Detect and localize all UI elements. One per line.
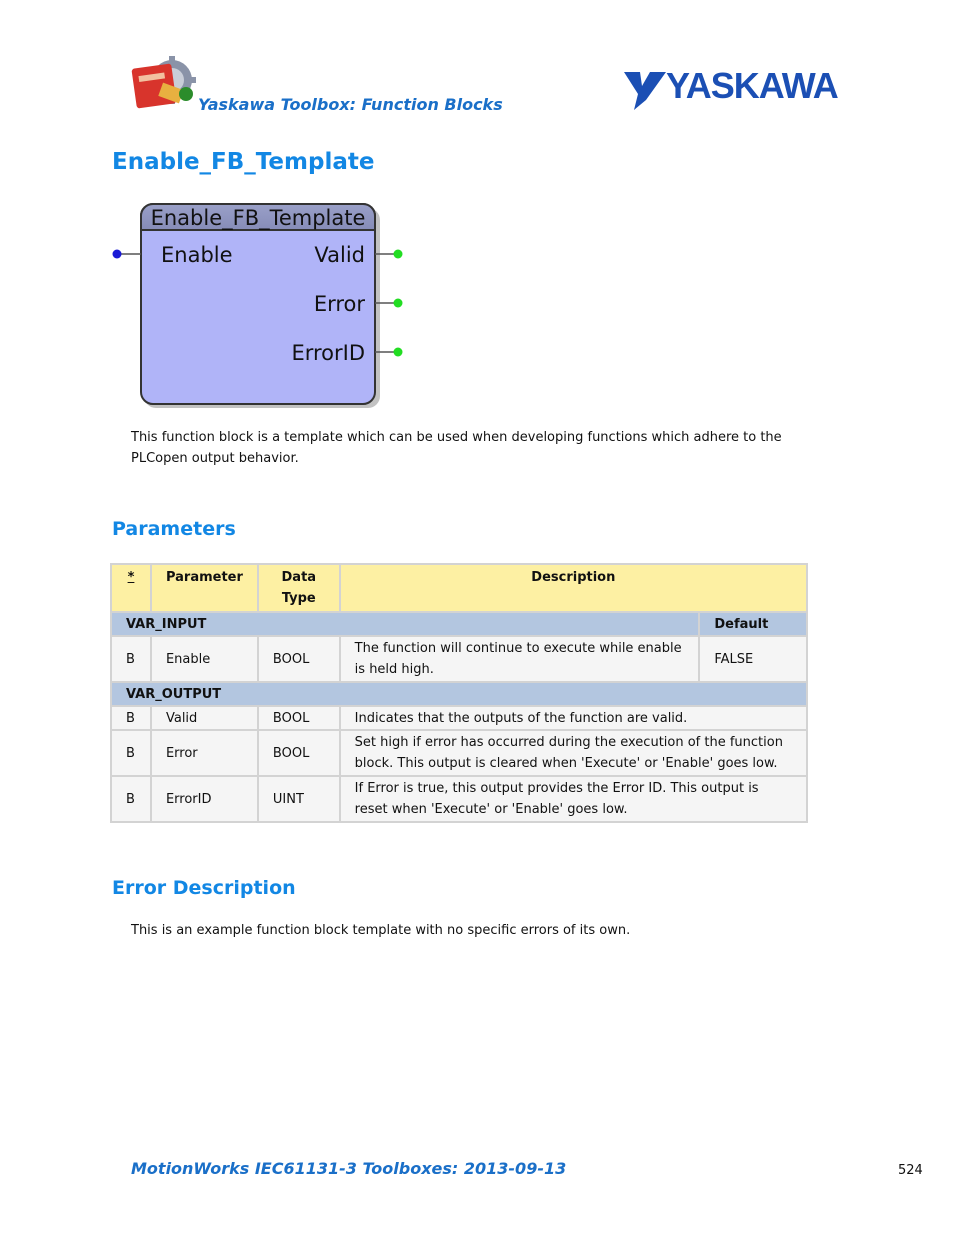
param-type: BOOL [258,730,340,776]
param-type: UINT [258,776,340,822]
param-description: If Error is true, this output provides the Error ID. This output is reset when 'Execute' or 'Enable' goes low. [340,776,807,822]
output-error-label: Error [313,292,365,316]
input-pin-enable [113,250,122,259]
block-name: Enable_FB_Template [150,206,366,230]
table-row [111,706,807,730]
row-marker: B [111,730,151,776]
intro-paragraph: This function block is a template which can be used when developing functions which adhere to the PLCopen output behavior. [131,430,782,466]
param-name: Error [151,730,258,776]
parameters-table [110,563,808,823]
output-pin-errorid [394,348,403,357]
var-output-label: VAR_OUTPUT [111,682,807,706]
table-header-row [111,564,807,612]
param-name: Enable [151,636,258,682]
param-description: Indicates that the outputs of the function are valid. [340,706,807,730]
col-header-parameter: Parameter [151,564,258,612]
param-type: BOOL [258,706,340,730]
param-name: Valid [151,706,258,730]
toolbox-logo [130,56,200,111]
param-type: BOOL [258,636,340,682]
error-description-text: This is an example function block template with no specific errors of its own. [131,923,631,938]
col-header-data-type: Data Type [258,564,340,612]
default-column-label: Default [699,612,807,636]
page-number: 524 [898,1163,923,1178]
brand-text: YASKAWA [666,66,838,106]
var-input-label: VAR_INPUT [111,612,699,636]
var-output-group-row [111,682,807,706]
param-description: The function will continue to execute while enable is held high. [340,636,700,682]
row-marker: B [111,706,151,730]
header-title: Yaskawa Toolbox: Function Blocks [198,95,503,114]
table-row [111,636,807,682]
function-block-diagram [108,196,408,412]
page-title: Enable_FB_Template [112,149,375,175]
input-enable-label: Enable [161,243,233,267]
output-pin-valid [394,250,403,259]
param-description: Set high if error has occurred during the execution of the function block. This output is cleared when 'Execute' or 'Enable' goes low. [340,730,807,776]
output-valid-label: Valid [314,243,365,267]
col-header-star: * [111,564,151,612]
output-pin-error [394,299,403,308]
error-description-heading: Error Description [112,877,296,899]
param-name: ErrorID [151,776,258,822]
footer-title: MotionWorks IEC61131-3 Toolboxes: 2013-09-13 [131,1159,567,1178]
row-marker: B [111,636,151,682]
output-errorid-label: ErrorID [291,341,365,365]
parameters-heading: Parameters [112,518,236,540]
yaskawa-logo [622,66,844,112]
param-default: FALSE [699,636,807,682]
var-input-group-row [111,612,807,636]
row-marker: B [111,776,151,822]
col-header-description: Description [340,564,807,612]
table-row [111,776,807,822]
table-row [111,730,807,776]
